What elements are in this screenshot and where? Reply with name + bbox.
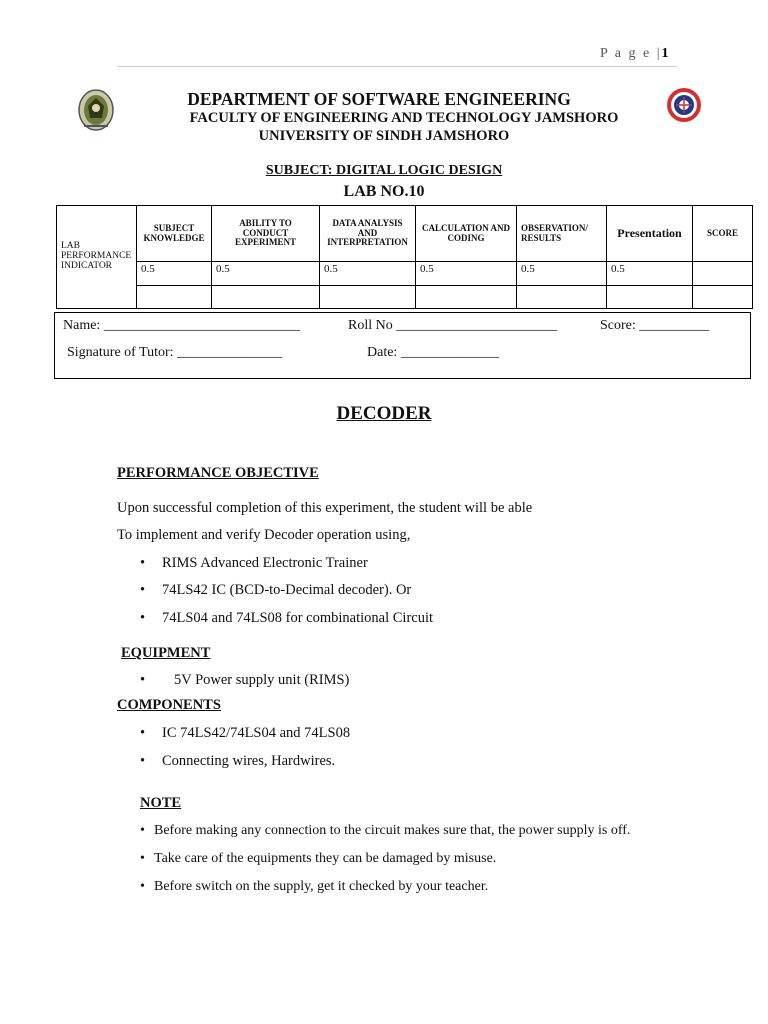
score-field[interactable]: Score: __________ [600, 318, 710, 333]
weight-cell: 0.5 [212, 262, 320, 286]
indicator-header: LAB PERFORMANCE INDICATOR [57, 206, 137, 309]
components-heading: COMPONENTS [117, 697, 221, 713]
mark-cell[interactable] [212, 286, 320, 309]
weight-cell: 0.5 [607, 262, 693, 286]
signature-field[interactable]: Signature of Tutor: _______________ [67, 345, 283, 360]
header-rule [117, 66, 677, 67]
header-data-analysis: DATA ANALYSIS AND INTERPRETATION [320, 206, 416, 262]
mark-cell[interactable] [517, 286, 607, 309]
score-cell[interactable] [693, 286, 753, 309]
header-ability: ABILITY TO CONDUCT EXPERIMENT [212, 206, 320, 262]
note-heading: NOTE [140, 795, 182, 811]
equipment-heading: EQUIPMENT [121, 645, 211, 661]
student-info-box [54, 312, 751, 379]
marks-row [57, 286, 753, 309]
weight-cell: 0.5 [320, 262, 416, 286]
weight-cell: 0.5 [137, 262, 212, 286]
subject-heading: SUBJECT: DIGITAL LOGIC DESIGN [265, 163, 503, 178]
date-field[interactable]: Date: ______________ [367, 345, 499, 360]
list-item: • 5V Power supply unit (RIMS) [140, 672, 350, 688]
header-score: SCORE [693, 206, 753, 262]
objective-line-2: To implement and verify Decoder operation using, [117, 527, 411, 543]
weight-cell: 0.5 [416, 262, 517, 286]
performance-table [56, 205, 753, 309]
list-item: • Connecting wires, Hardwires. [140, 753, 336, 769]
roll-no-field[interactable]: Roll No _______________________ [348, 318, 558, 333]
score-weight-cell [693, 262, 753, 286]
faculty-title: FACULTY OF ENGINEERING AND TECHNOLOGY JAMSHORO [189, 110, 619, 126]
page-number-value: 1 [661, 46, 669, 61]
objective-line-1: Upon successful completion of this experiment, the student will be able [117, 500, 533, 516]
mark-cell[interactable] [416, 286, 517, 309]
list-item: • RIMS Advanced Electronic Trainer [140, 555, 368, 571]
mark-cell[interactable] [137, 286, 212, 309]
department-title: DEPARTMENT OF SOFTWARE ENGINEERING [187, 89, 571, 109]
weights-row [57, 262, 753, 286]
name-field[interactable]: Name: ____________________________ [63, 318, 300, 333]
mark-cell[interactable] [320, 286, 416, 309]
lab-number: LAB NO.10 [343, 183, 425, 200]
university-title: UNIVERSITY OF SINDH JAMSHORO [258, 128, 510, 144]
list-item: • 74LS42 IC (BCD-to-Decimal decoder). Or [140, 582, 412, 598]
table-header-row [57, 206, 753, 262]
header-calculation: CALCULATION AND CODING [416, 206, 517, 262]
list-item: • IC 74LS42/74LS04 and 74LS08 [140, 725, 351, 741]
objective-heading: PERFORMANCE OBJECTIVE [117, 465, 319, 481]
header-subject-knowledge: SUBJECT KNOWLEDGE [137, 206, 212, 262]
list-item: • Take care of the equipments they can be damaged by misuse. [140, 851, 497, 866]
header-observation: OBSERVATION/ RESULTS [517, 206, 607, 262]
mark-cell[interactable] [607, 286, 693, 309]
weight-cell: 0.5 [517, 262, 607, 286]
list-item: • Before making any connection to the circuit makes sure that, the power supply is off. [140, 823, 631, 838]
document-title: DECODER [336, 403, 432, 424]
page-number [600, 46, 680, 62]
header-presentation: Presentation [607, 206, 693, 262]
page-label: P a g e | [600, 46, 662, 61]
list-item: • 74LS04 and 74LS08 for combinational Circuit [140, 610, 434, 626]
list-item: • Before switch on the supply, get it checked by your teacher. [140, 879, 489, 894]
